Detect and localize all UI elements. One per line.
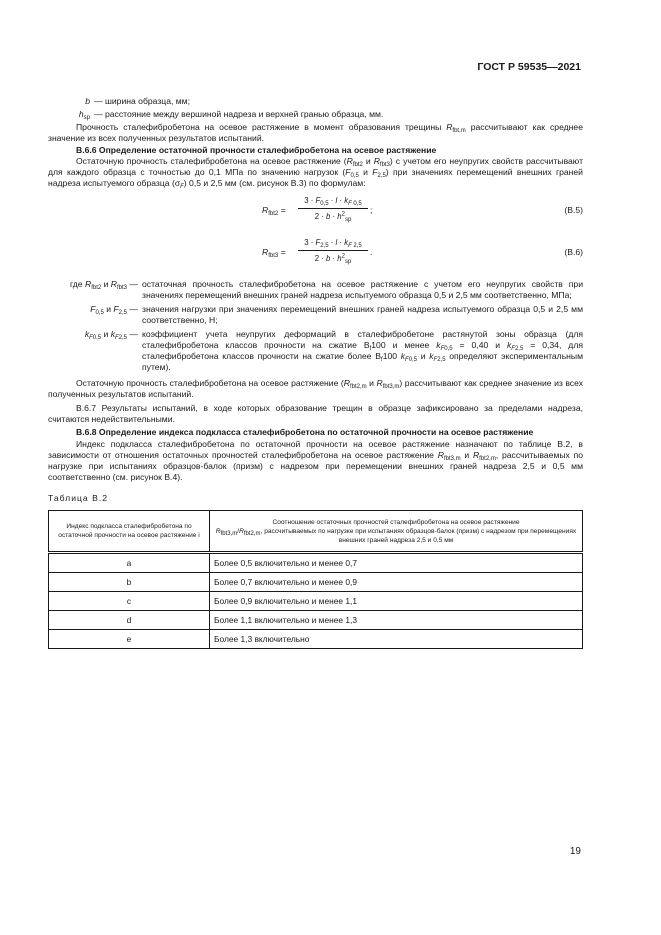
paragraph-b67: В.6.7 Результаты испытаний, в ходе которых образование трещин в образце зафиксировано за пределами надреза, считаются недействительными. — [48, 403, 583, 424]
table-cell-index: b — [49, 573, 210, 592]
table-header-row — [49, 511, 583, 553]
table-caption: Таблица В.2 — [48, 493, 108, 503]
formula-b5-number: (В.5) — [564, 205, 583, 215]
table-cell-ratio: Более 1,1 включительно и менее 1,3 — [210, 611, 583, 630]
definition-hsp-text: — расстояние между вершиной надреза и верхней гранью образца, мм. — [94, 109, 384, 119]
definition-k-text: коэффициент учета неупругих деформаций в сталефибробетоне растянутой зоны образца (для сталефибробетона классов прочности на сжатие $В_f100$ и менее $k_{F0,5} = 0,40$ и $k_{F2,5} = 0,34$, для сталефибробетона классов прочности на сжатие более $В_f100$ $k_{F0,5}$ и $k_{F2,5}$ определяют экспериментальным путем). — [142, 329, 584, 372]
definition-k-symbol: $k_{F0,5}$ и $k_{F2,5}$ — — [84, 329, 138, 341]
formula-b6-punct: . — [370, 247, 373, 257]
definition-b — [48, 96, 583, 107]
table-cell-ratio: Более 1,3 включительно — [210, 630, 583, 649]
table-row — [49, 573, 583, 592]
formula-b5-punct: ; — [370, 205, 373, 215]
table-row — [49, 630, 583, 649]
formula-definitions — [48, 279, 583, 376]
document-body — [48, 96, 583, 649]
definition-b-text: — ширина образца, мм; — [94, 96, 190, 106]
formula-b5 — [48, 195, 583, 231]
paragraph-crack-strength: Прочность сталефибробетона на осевое растяжение в момент образования трещины $R_{fbt,m}$ рассчитывают как среднее значение из всех полученных результатов испытаний. — [48, 122, 583, 143]
paragraph-subclass-index: Индекс подкласса сталефибробетона по остаточной прочности на осевое растяжение назначают по таблице В.2, в зависимости от отношения остаточных прочностей сталефибробетона на осевое растяжение $R_{fbt3,m}$ и $R_{fbt2,m}$, рассчитываемых по нагрузке при испытаниях образцов-балок (призм) с надрезом при перемещении внешних граней надреза 2,5 и 0,5 мм соответственно (см. рисунок В.4). — [48, 439, 584, 482]
table-header-index: Индекс подкласса сталефибробетона по остаточной прочности на осевое растяжение i — [49, 511, 210, 553]
page-number: 19 — [569, 846, 581, 857]
table-cell-ratio: Более 0,7 включительно и менее 0,9 — [210, 573, 583, 592]
formula-b5-fraction: $\frac{3 \cdot F_{0,5} \cdot l \cdot k_{F 0,5}}{2 \cdot b \cdot h^2_{sp}}$ — [298, 195, 368, 222]
symbol-hsp: $h_{sp}$ — [78, 109, 90, 121]
table-row — [49, 592, 583, 611]
formula-b5-lhs: $R_{fbt2}$ = — [262, 205, 286, 217]
section-heading-b68: В.6.8 Определение индекса подкласса сталефибробетона по остаточной прочности на осевое растяжение — [76, 427, 534, 437]
definition-rfbt-symbol: где $R_{fbt2}$ и $R_{fbt3}$ — — [70, 279, 138, 291]
section-heading-b66: В.6.6 Определение остаточной прочности сталефибробетона на осевое растяжение — [76, 145, 437, 155]
table-cell-index: c — [49, 592, 210, 611]
formula-b6 — [48, 237, 583, 273]
table-cell-ratio: Более 0,9 включительно и менее 1,1 — [210, 592, 583, 611]
formula-b6-fraction: $\frac{3 \cdot F_{2,5} \cdot l \cdot k_{F 2,5}}{2 \cdot b \cdot h^2_{sp}}$ — [298, 237, 368, 264]
definition-rfbt-text: остаточная прочность сталефибробетона на осевое растяжение с учетом его неупругих свойств при значениях перемещений внешних граней надреза испытуемого образца 0,5 и 2,5 мм соответственно, МПа; — [142, 279, 583, 300]
table-cell-index: d — [49, 611, 210, 630]
table-cell-ratio: Более 0,5 включительно и менее 0,7 — [210, 553, 583, 573]
table-cell-index: a — [49, 553, 210, 573]
formula-b6-number: (В.6) — [564, 247, 583, 257]
formula-b6-lhs: $R_{fbt3}$ = — [262, 247, 286, 259]
standard-header: ГОСТ Р 59535—2021 — [477, 61, 581, 73]
paragraph-residual-mean: Остаточную прочность сталефибробетона на осевое растяжение ($R_{fbt2,m}$ и $R_{fbt3,m}$) рассчитывают как среднее значение из всех полученных результатов испытаний. — [48, 378, 583, 399]
definition-f-symbol: $F_{0,5}$ и $F_{2,5}$ — — [90, 304, 138, 316]
definition-f-text: значения нагрузки при значениях перемещений внешних граней надреза испытуемого образца 0,5 и 2,5 мм соответственно, Н; — [142, 304, 583, 325]
table-row — [49, 553, 583, 573]
paragraph-residual-strength: Остаточную прочность сталефибробетона на осевое растяжение ($R_{fbt2}$ и $R_{fbt3}$) с учетом его неупругих свойств рассчитывают для каждого образца с точностью до 0,1 МПа по значению нагрузок ($F_{0,5}$ и $F_{2,5}$) при значениях перемещений внешних граней надреза испытуемого образца $(\sigma_F)$ 0,5 и 2,5 мм (см. рисунок В.3) по формулам: — [48, 156, 584, 190]
definition-hsp — [48, 109, 583, 120]
symbol-b: b — [85, 96, 90, 106]
table-row — [49, 611, 583, 630]
subclass-table — [48, 510, 583, 649]
table-cell-index: e — [49, 630, 210, 649]
table-header-ratio: Соотношение остаточных прочностей сталефибробетона на осевое растяжение $R_{fbt3,m}/R_{fbt2,m}$, рассчитываемых по нагрузке при испытаниях образцов-балок (призм) с надрезом при перемещениях внешних граней надреза 2,5 и 0,5 мм — [210, 511, 583, 553]
